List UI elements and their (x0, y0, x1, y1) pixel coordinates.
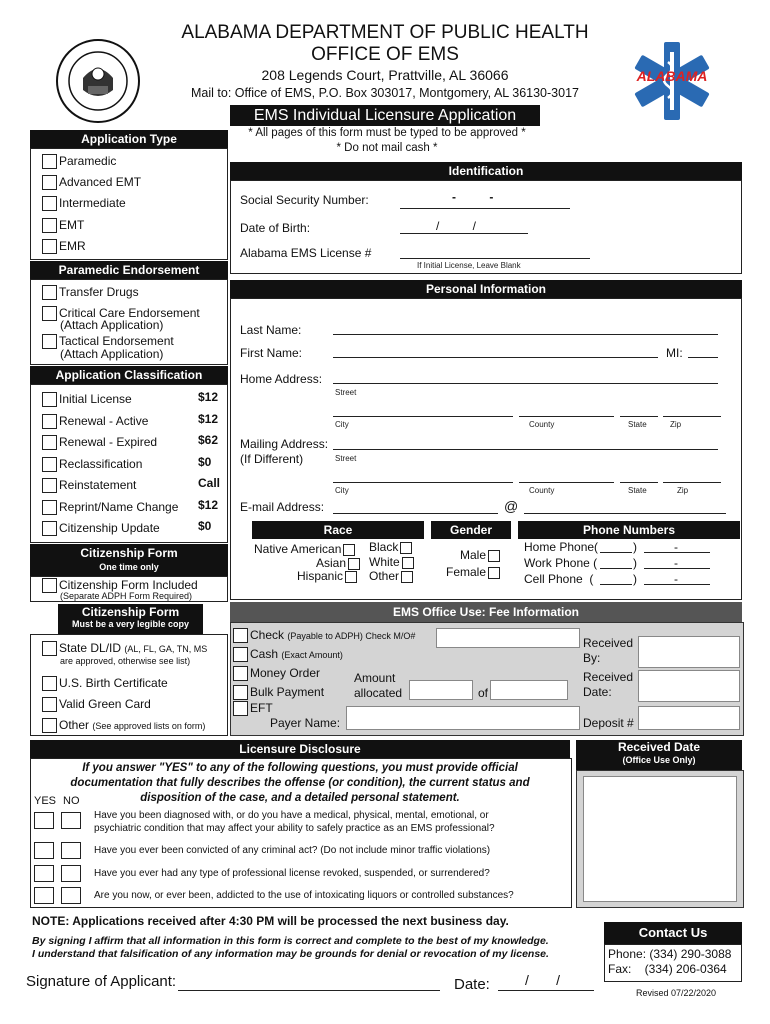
form-title: EMS Individual Licensure Application (253, 107, 517, 124)
phone-home-dash: - (674, 540, 678, 554)
label: White (369, 555, 400, 569)
doc-green[interactable] (42, 697, 151, 712)
doc-birth[interactable] (42, 676, 168, 691)
checkbox[interactable] (42, 218, 57, 233)
race-asian[interactable] (316, 556, 360, 570)
identification-heading: Identification (230, 162, 742, 180)
checkbox[interactable] (42, 285, 57, 300)
checkbox[interactable] (42, 641, 57, 656)
label: Advanced EMT (59, 175, 142, 189)
home-street-caption: Street (335, 388, 357, 397)
label: EMT (59, 218, 85, 232)
label: Citizenship Update (59, 521, 160, 535)
home-county-caption: County (529, 420, 555, 429)
classification-item[interactable] (42, 457, 142, 472)
type-aemt[interactable] (42, 175, 141, 190)
checkbox[interactable] (42, 697, 57, 712)
checkbox[interactable] (42, 521, 57, 536)
checkbox[interactable] (42, 196, 57, 211)
checkbox[interactable] (233, 628, 248, 643)
of-label: of (478, 686, 489, 700)
mailing-state-field[interactable] (620, 482, 658, 483)
cash-note: * Do not mail cash * (336, 142, 438, 154)
checkbox[interactable] (42, 154, 57, 169)
payer-field[interactable] (346, 706, 580, 730)
question-text: Are you now, or ever been, addicted to the use of intoxicating liquors or controlled substances? (94, 890, 514, 901)
checkbox[interactable] (42, 239, 57, 254)
label: Cash (250, 647, 279, 661)
mailing-county-caption: County (529, 486, 555, 495)
ssn-separators: - - (452, 190, 494, 204)
label: Valid Green Card (59, 697, 151, 711)
gender-heading: Gender (431, 521, 511, 539)
received-date-stamp-area[interactable] (583, 776, 737, 902)
contact-phone: Phone: (334) 290-3088 (608, 947, 732, 961)
doc-state-dl[interactable] (42, 641, 207, 656)
classification-item[interactable] (42, 500, 178, 515)
phone-home-area-field[interactable] (600, 552, 632, 553)
phone-work-label: Work Phone ( (524, 556, 598, 570)
phone-work-area-field[interactable] (600, 568, 632, 569)
disclosure-intro-2: documentation that fully describes the offense (or condition), the current status and (70, 777, 530, 789)
race-black[interactable] (369, 540, 412, 554)
checkbox[interactable] (42, 414, 57, 429)
doc-other[interactable] (42, 718, 205, 733)
question-text: Have you been diagnosed with, or do you have a medical, physical, mental, emotional, or (94, 810, 489, 821)
label: Black (369, 540, 399, 554)
mailing-state-caption: State (628, 486, 647, 495)
label: Male (460, 548, 487, 562)
question-text: Have you ever had any type of professional license revoked, suspended, or surrendered? (94, 868, 490, 879)
home-zip-caption: Zip (670, 420, 682, 429)
email-domain-field[interactable] (524, 513, 726, 514)
page-title: ALABAMA DEPARTMENT OF PUBLIC HEALTH (181, 22, 589, 43)
personal-heading: Personal Information (230, 280, 742, 298)
home-county-field[interactable] (519, 416, 614, 417)
race-other[interactable] (369, 569, 413, 583)
classification-item[interactable] (42, 435, 157, 450)
received-by-text: Received By: (583, 636, 634, 665)
label: Asian (316, 556, 347, 570)
question-yes-box[interactable] (34, 865, 54, 882)
first-name-field[interactable] (333, 357, 658, 358)
label: Citizenship Form Included (59, 578, 198, 592)
home-city-caption: City (335, 420, 349, 429)
classification-price: $12 (198, 390, 219, 404)
type-emr[interactable] (42, 239, 86, 254)
mailing-if-different: (If Different) (240, 452, 304, 466)
label: Initial License (59, 392, 132, 406)
classification-price: $0 (198, 454, 212, 469)
yes-header: YES (34, 795, 57, 807)
last-name-field[interactable] (333, 334, 718, 335)
classification-price: $12 (198, 411, 219, 426)
classification-item[interactable] (42, 478, 136, 493)
home-street-field[interactable] (333, 383, 718, 384)
citizenship-heading (30, 544, 228, 576)
checkbox[interactable] (488, 567, 500, 579)
checkbox[interactable] (400, 542, 412, 554)
date-label: Date: (454, 976, 490, 993)
fee-bulk[interactable] (233, 685, 324, 700)
checkbox[interactable] (42, 500, 57, 515)
label: Native American (254, 542, 342, 556)
checkbox[interactable] (42, 718, 57, 733)
citizenship-sub-2: Must be a very legible copy (71, 619, 190, 629)
received-by-label (583, 636, 635, 666)
checkbox[interactable] (233, 647, 248, 662)
deposit-field[interactable] (638, 706, 740, 730)
label: Bulk Payment (250, 685, 325, 699)
received-heading (576, 740, 742, 771)
phones-heading: Phone Numbers (518, 521, 740, 539)
phone-work-close: ) (633, 556, 637, 570)
mailing-street-caption: Street (335, 454, 357, 463)
label: Other (59, 718, 90, 732)
logo-text: ALABAMA (636, 68, 708, 84)
paramedic-endorsement-heading: Paramedic Endorsement (30, 261, 228, 279)
label: EMR (59, 239, 86, 253)
received-date-text: Received Date: (583, 670, 634, 699)
email-label: E-mail Address: (240, 500, 325, 514)
type-emt[interactable] (42, 218, 84, 233)
allocated-field[interactable] (409, 680, 473, 700)
label: EFT (250, 701, 273, 715)
fee-eft[interactable] (233, 701, 273, 716)
disclosure-intro-3: disposition of the case, and a detailed personal statement. (140, 792, 460, 804)
last-name-label: Last Name: (240, 323, 302, 337)
amount-label: Amount (354, 671, 396, 685)
classification-price: Call (198, 476, 221, 490)
checkbox[interactable] (233, 701, 248, 716)
question-no-box[interactable] (61, 887, 81, 904)
date-field[interactable] (498, 990, 594, 991)
label: Female (446, 565, 487, 579)
mi-label: MI: (666, 346, 683, 360)
checkbox[interactable] (345, 571, 357, 583)
question-no-box[interactable] (61, 865, 81, 882)
signature-field[interactable] (178, 990, 440, 991)
label: Renewal - Expired (59, 435, 158, 449)
classification-price: $12 (198, 497, 219, 512)
dob-label: Date of Birth: (240, 221, 311, 235)
mailing-county-field[interactable] (519, 482, 614, 483)
ssn-label: Social Security Number: (240, 193, 369, 207)
mailing-city-caption: City (335, 486, 349, 495)
label: U.S. Birth Certificate (59, 676, 168, 690)
signing-statement-2: I understand that falsification of any information may be grounds for denial or revocation of my license. (32, 948, 549, 960)
fee-cash[interactable] (233, 647, 343, 662)
label-note: (Exact Amount) (281, 650, 343, 660)
question-yes-box[interactable] (34, 887, 54, 904)
fee-heading: EMS Office Use: Fee Information (230, 602, 742, 622)
mi-field[interactable] (688, 357, 718, 358)
phone-home-close: ) (633, 540, 637, 554)
home-address-label: Home Address: (240, 372, 323, 386)
checkbox[interactable] (401, 571, 413, 583)
race-native[interactable] (254, 542, 355, 556)
question-no-box[interactable] (61, 812, 81, 829)
question-text: Have you ever been convicted of any criminal act? (Do not include minor traffic violations) (94, 845, 491, 856)
phone-cell-area-field[interactable] (600, 584, 632, 585)
phone-cell-close: ) (633, 572, 637, 586)
endorse-tactical-note: (Attach Application) (60, 347, 164, 361)
label: Critical Care Endorsement (59, 306, 200, 320)
label: State DL/ID (59, 641, 122, 655)
phone-home-label: Home Phone( (524, 540, 599, 554)
date-separators: / / (525, 972, 561, 988)
received-date-field[interactable] (638, 670, 740, 702)
email-at: @ (504, 498, 519, 514)
question-yes-box[interactable] (34, 812, 54, 829)
citizenship-included-note: (Separate ADPH Form Required) (60, 591, 193, 601)
contact-fax: Fax: (334) 206-0364 (608, 962, 727, 976)
email-user-field[interactable] (333, 513, 498, 514)
label: Reclassification (59, 456, 143, 471)
label: Other (369, 569, 400, 583)
check-number-field[interactable] (436, 628, 580, 648)
type-paramedic[interactable] (42, 154, 116, 169)
classification-price: $62 (198, 433, 219, 447)
payer-label: Payer Name: (270, 716, 341, 730)
ssn-field[interactable] (400, 208, 570, 209)
address: 208 Legends Court, Prattville, AL 36066 (261, 67, 509, 83)
deposit-label: Deposit # (583, 716, 634, 730)
question-no-box[interactable] (61, 842, 81, 859)
classification-item[interactable] (42, 521, 160, 536)
checkbox[interactable] (42, 676, 57, 691)
checkbox[interactable] (42, 435, 57, 450)
received-date-label (583, 670, 635, 700)
checkbox[interactable] (233, 666, 248, 681)
fee-money-order[interactable] (233, 666, 320, 681)
question-yes-box[interactable] (34, 842, 54, 859)
home-state-field[interactable] (620, 416, 658, 417)
gender-male[interactable] (460, 548, 500, 562)
label: Tactical Endorsement (59, 334, 174, 348)
phone-work-dash: - (674, 556, 678, 570)
classification-item[interactable] (42, 414, 148, 429)
mailing-address-label: Mailing Address: (240, 437, 329, 451)
ems-logo (628, 38, 716, 124)
type-intermediate[interactable] (42, 196, 126, 211)
classification-heading: Application Classification (30, 366, 228, 384)
endorse-critical-note: (Attach Application) (60, 318, 164, 332)
license-field[interactable] (400, 258, 590, 259)
label-note: (See approved lists on form) (92, 721, 206, 731)
citizenship-title-2: Citizenship Form (81, 605, 180, 619)
signature-label: Signature of Applicant: (26, 973, 177, 990)
citizenship-sub: One time only (99, 562, 159, 572)
checkbox[interactable] (488, 550, 500, 562)
label-note: (Payable to ADPH) Check M/O# (287, 631, 416, 641)
citizenship-heading-2 (58, 604, 203, 634)
checkbox[interactable] (42, 478, 57, 493)
phone-cell-label: Cell Phone ( (524, 572, 594, 586)
label-note: (AL, FL, GA, TN, MS (124, 644, 208, 654)
label: Paramedic (59, 154, 117, 168)
checkbox[interactable] (42, 334, 57, 349)
signing-statement-1: By signing I affirm that all information in this form is correct and complete to the best of my knowledge. (32, 935, 549, 947)
classification-price: $0 (198, 519, 212, 533)
race-heading: Race (252, 521, 424, 539)
revised-date: Revised 07/22/2020 (636, 988, 717, 998)
allocated-total-field[interactable] (490, 680, 568, 700)
citizenship-title: Citizenship Form (80, 546, 178, 560)
license-note: If Initial License, Leave Blank (417, 261, 521, 270)
mail-address: Mail to: Office of EMS, P.O. Box 303017, Montgomery, AL 36130-3017 (191, 86, 579, 100)
label: Money Order (250, 666, 321, 680)
mailing-city-field[interactable] (333, 482, 513, 483)
received-by-field[interactable] (638, 636, 740, 668)
phone-cell-dash: - (674, 572, 678, 586)
race-white[interactable] (369, 555, 414, 569)
mailing-street-field[interactable] (333, 449, 718, 450)
label: Intermediate (59, 196, 126, 210)
checkbox[interactable] (42, 578, 57, 593)
dob-field[interactable] (400, 233, 528, 234)
race-hispanic[interactable] (297, 569, 357, 583)
checkbox[interactable] (42, 457, 57, 472)
license-label: Alabama EMS License # (240, 246, 372, 260)
doc-state-dl-note: are approved, otherwise see list) (60, 656, 191, 666)
checkbox[interactable] (42, 392, 57, 407)
received-title: Received Date (617, 740, 701, 754)
label: Reprint/Name Change (59, 499, 179, 514)
disclosure-heading: Licensure Disclosure (30, 740, 570, 758)
mailing-zip-field[interactable] (663, 482, 721, 483)
typed-note: * All pages of this form must be typed to be approved * (248, 127, 526, 139)
fee-check[interactable] (233, 628, 415, 643)
checkbox[interactable] (233, 685, 248, 700)
home-state-caption: State (628, 420, 647, 429)
application-type-heading: Application Type (30, 130, 228, 148)
question-text: psychiatric condition that may affect your ability to safely practice as an EMS professional? (94, 823, 495, 834)
label: Hispanic (297, 569, 344, 583)
label: Renewal - Active (59, 413, 149, 428)
label: Reinstatement (59, 478, 137, 492)
classification-item[interactable] (42, 392, 132, 407)
checkbox[interactable] (402, 557, 414, 569)
gender-female[interactable] (446, 565, 500, 579)
label: Transfer Drugs (59, 285, 139, 299)
checkbox[interactable] (343, 544, 355, 556)
no-header: NO (63, 795, 80, 807)
checkbox[interactable] (42, 306, 57, 321)
allocated-label: allocated (354, 686, 403, 700)
home-city-field[interactable] (333, 416, 513, 417)
state-seal (55, 38, 141, 124)
endorse-transfer[interactable] (42, 285, 139, 300)
disclosure-intro-1: If you answer "YES" to any of the following questions, you must provide official (82, 762, 518, 774)
checkbox[interactable] (42, 175, 57, 190)
home-zip-field[interactable] (663, 416, 721, 417)
dob-separators: / / (436, 219, 477, 233)
processing-note: NOTE: Applications received after 4:30 PM will be processed the next business day. (32, 914, 509, 928)
first-name-label: First Name: (240, 346, 303, 360)
mailing-zip-caption: Zip (677, 486, 689, 495)
office-title: OFFICE OF EMS (311, 44, 459, 65)
label: Check (250, 628, 285, 642)
received-sub: (Office Use Only) (622, 755, 696, 765)
contact-heading: Contact Us (604, 922, 742, 944)
